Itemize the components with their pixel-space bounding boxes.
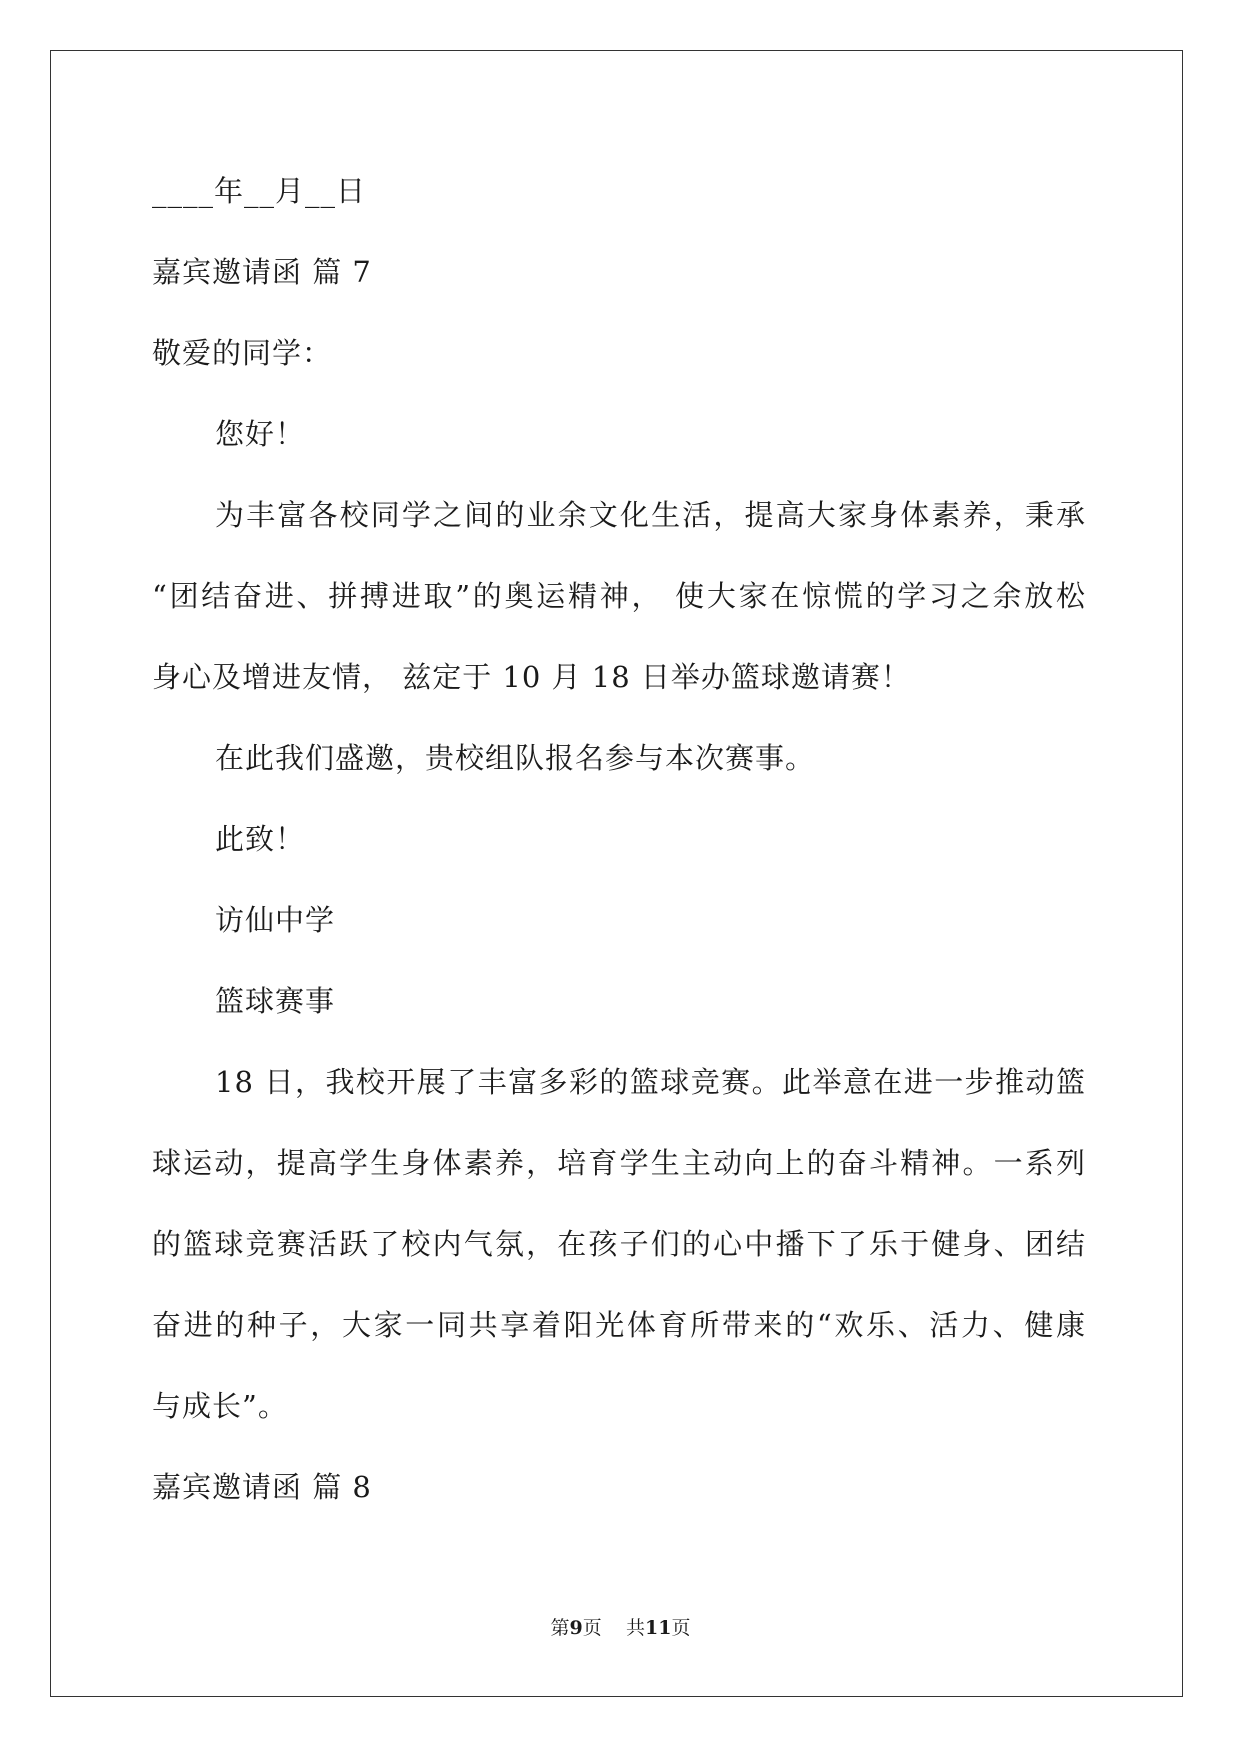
- paragraph-line: 奋进的种子，大家一同共享着阳光体育所带来的“欢乐、活力、健康: [152, 1308, 1086, 1342]
- footer-page-suffix: 页: [582, 1617, 602, 1639]
- closing-line: 此致！: [215, 822, 306, 856]
- paragraph-line: 与成长”。: [152, 1389, 288, 1423]
- section-heading-8: 嘉宾邀请函 篇 8: [152, 1470, 372, 1504]
- paragraph-line: 身心及增进友情， 兹定于 10 月 18 日举办篮球邀请赛！: [152, 660, 911, 694]
- paragraph-line: 球运动，提高学生身体素养，培育学生主动向上的奋斗精神。一系列: [152, 1146, 1086, 1180]
- footer-prefix: 第: [550, 1617, 570, 1639]
- section-heading-7: 嘉宾邀请函 篇 7: [152, 255, 372, 289]
- paragraph-line: “团结奋进、拼搏进取”的奥运精神， 使大家在惊慌的学习之余放松: [152, 579, 1086, 613]
- signature-school: 访仙中学: [215, 903, 336, 937]
- paragraph-line: 18 日，我校开展了丰富多彩的篮球竞赛。此举意在进一步推动篮: [215, 1065, 1086, 1099]
- footer-page-number: 9: [569, 1617, 583, 1639]
- footer-total-pages: 11: [644, 1617, 672, 1639]
- footer-total-suffix: 页: [671, 1617, 691, 1639]
- invitation-line: 在此我们盛邀，贵校组队报名参与本次赛事。: [215, 741, 816, 775]
- footer-total-prefix: 共: [625, 1617, 645, 1639]
- paragraph-line: 为丰富各校同学之间的业余文化生活，提高大家身体素养，秉承: [215, 498, 1086, 532]
- page-border: [50, 50, 1183, 1697]
- greeting: 您好！: [215, 417, 306, 451]
- salutation: 敬爱的同学：: [152, 336, 333, 370]
- paragraph-line: 的篮球竞赛活跃了校内气氛，在孩子们的心中播下了乐于健身、团结: [152, 1227, 1086, 1261]
- date-line: ____年__月__日: [152, 174, 367, 208]
- page-footer: [0, 1616, 1241, 1640]
- subsection-heading: 篮球赛事: [215, 984, 336, 1018]
